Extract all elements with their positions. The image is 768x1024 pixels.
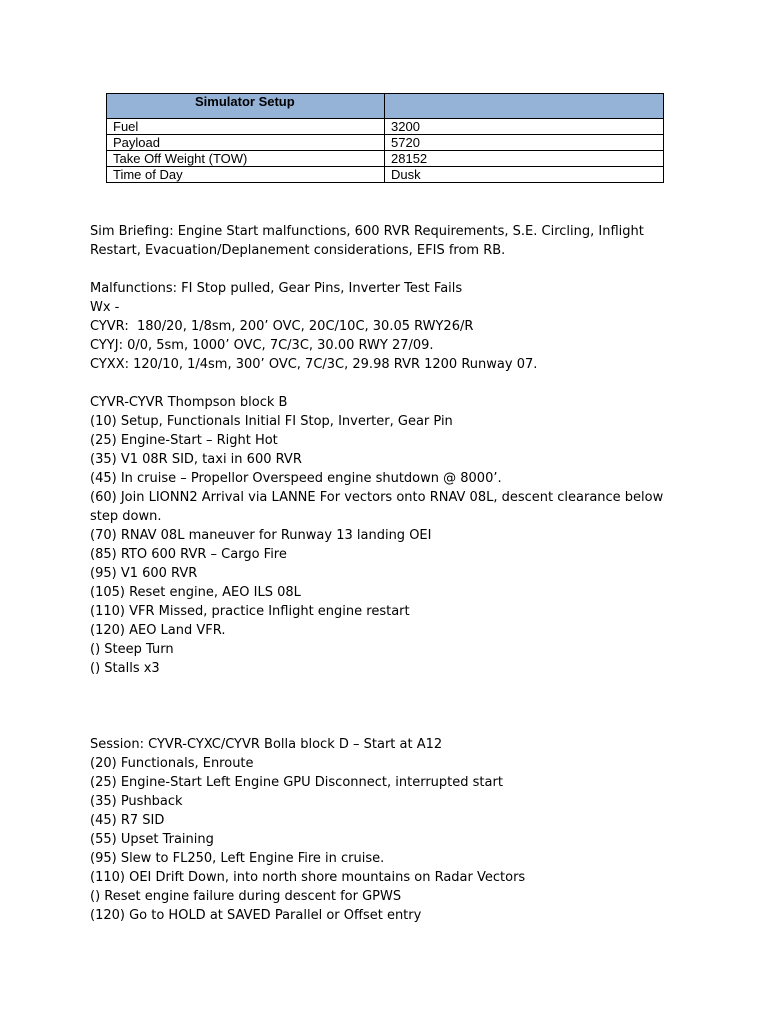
list-item: (60) Join LIONN2 Arrival via LANNE For vectors onto RNAV 08L, descent clearance below step down. [90,490,668,524]
table-cell-value: 5720 [385,135,664,151]
session2-heading: Session: CYVR-CYXC/CYVR Bolla block D – Start at A12 [90,737,443,752]
table-cell-label: Payload [107,135,385,151]
table-row [107,167,664,183]
list-item: () Stalls x3 [90,661,160,676]
list-item: (35) V1 08R SID, taxi in 600 RVR [90,452,302,467]
list-item: (55) Upset Training [90,832,214,847]
list-item: (35) Pushback [90,794,183,809]
list-item: () Steep Turn [90,642,174,657]
table-cell-label: Take Off Weight (TOW) [107,151,385,167]
list-item: (110) OEI Drift Down, into north shore mountains on Radar Vectors [90,870,526,885]
list-item: (110) VFR Missed, practice Inflight engine restart [90,604,410,619]
simulator-setup-table [106,93,664,183]
table-cell-value: 28152 [385,151,664,167]
spacer [90,678,680,735]
sim-briefing: Sim Briefing: Engine Start malfunctions, 600 RVR Requirements, S.E. Circling, Inflight Restart, Evacuation/Deplanement considerations, EFIS from RB. [90,224,648,258]
list-item: (95) Slew to FL250, Left Engine Fire in cruise. [90,851,385,866]
list-item: (20) Functionals, Enroute [90,756,254,771]
session1-heading: CYVR-CYVR Thompson block B [90,395,288,410]
table-header-row [107,94,664,119]
wx-line-cyyj: CYYJ: 0/0, 5sm, 1000’ OVC, 7C/3C, 30.00 RWY 27/09. [90,338,434,353]
wx-line-cyvr: CYVR: 180/20, 1/8sm, 200’ OVC, 20C/10C, 30.05 RWY26/R [90,319,474,334]
table-header-title [107,94,385,119]
wx-line-cyxx: CYXX: 120/10, 1/4sm, 300’ OVC, 7C/3C, 29.98 RVR 1200 Runway 07. [90,357,538,372]
table-row [107,119,664,135]
list-item: (45) R7 SID [90,813,165,828]
wx-heading: Wx - [90,300,120,315]
table-header-value [385,94,664,119]
table-cell-label: Fuel [107,119,385,135]
list-item: (85) RTO 600 RVR – Cargo Fire [90,547,287,562]
list-item: (105) Reset engine, AEO ILS 08L [90,585,301,600]
list-item: (25) Engine-Start – Right Hot [90,433,278,448]
list-item: (70) RNAV 08L maneuver for Runway 13 landing OEI [90,528,432,543]
list-item: (120) Go to HOLD at SAVED Parallel or Offset entry [90,908,422,923]
list-item: (10) Setup, Functionals Initial FI Stop, Inverter, Gear Pin [90,414,453,429]
table-cell-value: Dusk [385,167,664,183]
list-item: (120) AEO Land VFR. [90,623,226,638]
table-cell-label: Time of Day [107,167,385,183]
table-cell-value: 3200 [385,119,664,135]
document-body [90,222,680,925]
table-header-label: Simulator Setup [195,94,295,109]
malfunctions-line: Malfunctions: FI Stop pulled, Gear Pins, Inverter Test Fails [90,281,463,296]
list-item: (25) Engine-Start Left Engine GPU Disconnect, interrupted start [90,775,503,790]
list-item: (95) V1 600 RVR [90,566,198,581]
list-item: (45) In cruise – Propellor Overspeed engine shutdown @ 8000’. [90,471,502,486]
spacer [90,260,680,279]
list-item: () Reset engine failure during descent for GPWS [90,889,402,904]
table-row [107,135,664,151]
table-row [107,151,664,167]
spacer [90,374,680,393]
